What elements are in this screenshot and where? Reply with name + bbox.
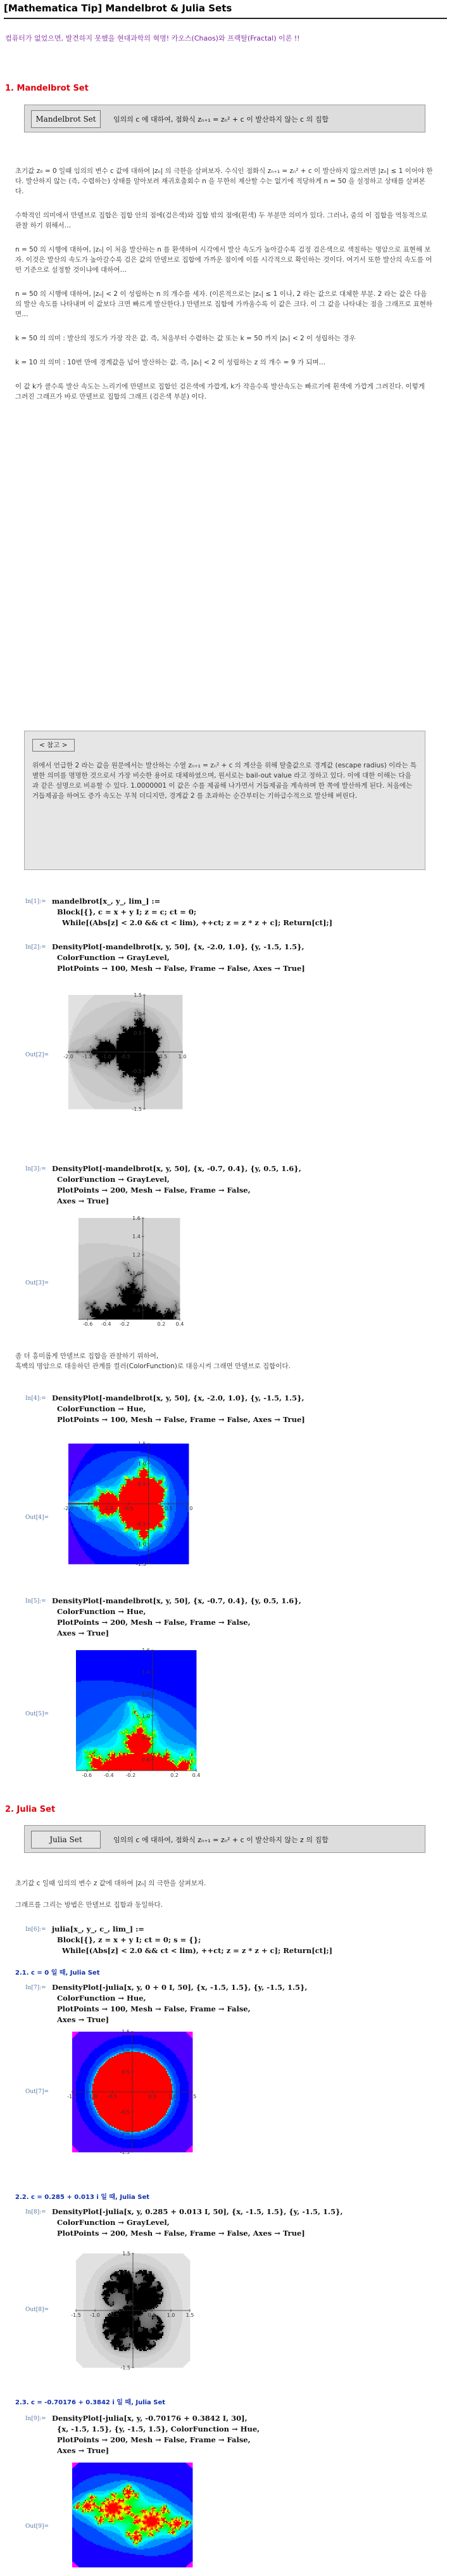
y-tick-label: 1.5: [122, 2251, 130, 2257]
y-tick-label: -0.5: [132, 1068, 142, 1074]
x-tick-label: 1.5: [186, 2312, 194, 2318]
y-tick-label: -1.0: [132, 1087, 142, 1093]
code-input-plot1[interactable]: DensityPlot[-mandelbrot[x, y, 50], {x, -2.0, 1.0}, {y, -1.5, 1.5}, ColorFunction → GrayLevel, PlotPoints → 100, Mesh → False, Frame → False, Axes → True]: [52, 942, 305, 974]
x-tick-label: 0.5: [165, 1506, 173, 1511]
input-label: In[8]:=: [25, 2209, 46, 2215]
code-input-julia-plot2[interactable]: DensityPlot[-julia[x, y, 0.285 + 0.013 I, 50], {x, -1.5, 1.5}, {y, -1.5, 1.5}, ColorFunction → GrayLevel, PlotPoints → 200, Mesh → False, Frame → False, Axes → True]: [52, 2207, 342, 2239]
input-label: In[7]:=: [25, 1985, 46, 1991]
page-title: [Mathematica Tip] Mandelbrot & Julia Sets: [4, 3, 447, 19]
paragraph: 그래프를 그리는 방법은 만델브로 집합과 동일하다.: [15, 1900, 433, 1910]
x-tick-label: -0.2: [126, 1772, 136, 1778]
output-label: Out[9]=: [25, 2523, 49, 2530]
x-tick-label: 0.2: [170, 1772, 179, 1778]
x-tick-label: -0.4: [101, 1321, 111, 1327]
code-input-julia-plot1[interactable]: DensityPlot[-julia[x, y, 0 + 0 I, 50], {x, -1.5, 1.5}, {y, -1.5, 1.5}, ColorFunction → Hue, PlotPoints → 100, Mesh → False, Frame → False, Axes → True]: [52, 1982, 307, 2025]
y-tick-label: -1.0: [136, 1541, 146, 1547]
code-input-plot4[interactable]: DensityPlot[-mandelbrot[x, y, 50], {x, -0.7, 0.4}, {y, 0.5, 1.6}, ColorFunction → Hue, PlotPoints → 200, Mesh → False, Frame → False, Axes → True]: [52, 1596, 301, 1639]
fractal-raster: [72, 2463, 192, 2567]
x-tick-label: -1.0: [90, 2312, 100, 2318]
paragraph: k = 10 의 의미 : 10번 만에 경계값을 넘어 발산하는 값. 즉, |zₖ| < 2 이 성립하는 z 의 개수 = 9 가 되며…: [15, 357, 433, 368]
paragraph: n = 50 의 시행에 대하여, |zₙ| < 2 이 성립하는 n 의 개수를 세자. (이론적으로는 |zₙ| ≤ 1 이나, 2 라는 값으로 대체한 부분. 2 라는 값은 다음의 발산 속도를 나타내며 이 값보다 크면 빠르게 발산한다.) 만델브로 집합에 가까울수록 이 값은 크다. 이 그 값을 나타내는 점을 그래프로 표현하면…: [15, 289, 433, 319]
x-tick-label: -1.5: [82, 1054, 92, 1060]
output-label: Out[2]=: [25, 1052, 49, 1058]
intro-text: 컴퓨터가 없었으면, 발견하지 못했을 현대과학의 혁명! 카오스(Chaos)와 프랙탈(Fractal) 이론 !!: [5, 33, 300, 43]
x-tick-label: -2.0: [63, 1054, 73, 1060]
x-tick-label: -1.5: [67, 2094, 77, 2099]
mandelbrot-explanation: [15, 166, 433, 408]
y-tick-label: -1.5: [120, 2150, 130, 2155]
subheading-julia-c2: 2.2. c = 0.285 + 0.013 i 일 때, Julia Set: [15, 2191, 149, 2201]
y-tick-label: 1.4: [142, 1670, 150, 1676]
julia-c2-gray-plot: [61, 2247, 194, 2380]
y-tick-label: 0.5: [122, 2289, 130, 2295]
paragraph: 좀 더 흥미롭게 만델브로 집합을 관찰하기 위하여,: [15, 1351, 433, 1361]
y-tick-label: -1.5: [132, 1106, 142, 1112]
x-tick-label: 1.0: [179, 1054, 187, 1060]
x-tick-label: 1.0: [167, 2312, 175, 2318]
fractal-raster: [76, 1650, 196, 1771]
x-tick-label: -1.0: [101, 1054, 111, 1060]
code-input-mandelbrot-def[interactable]: mandelbrot[x_, y_, lim_] := Block[{}, c = x + y I; z = c; ct = 0; While[(Abs[z] < 2.0 && ct < lim), ++ct; z = z * z + c]; Return[ct];]: [52, 896, 332, 928]
code-input-julia-def[interactable]: julia[x_, y_, c_, lim_] := Block[{}, z = x + y I; ct = 0; s = {}; While[(Abs[z] < 2.0 && ct < lim), ++ct; z = z * z + c]; Return[ct];]: [52, 1924, 332, 1956]
y-tick-label: -0.5: [136, 1522, 146, 1527]
input-label: In[3]:=: [25, 1166, 46, 1172]
x-tick-label: 1.5: [189, 2094, 197, 2099]
x-tick-label: -0.5: [108, 2094, 118, 2099]
input-label: In[9]:=: [25, 2416, 46, 2422]
x-tick-label: -0.6: [83, 1321, 93, 1327]
y-tick-label: 1.2: [142, 1691, 150, 1697]
y-tick-label: 1.0: [134, 1011, 142, 1017]
y-tick-label: 0.6: [142, 1757, 150, 1763]
x-tick-label: -1.5: [71, 2312, 81, 2318]
code-input-plot2[interactable]: DensityPlot[-mandelbrot[x, y, 50], {x, -0.7, 0.4}, {y, 0.5, 1.6}, ColorFunction → GrayLevel, PlotPoints → 200, Mesh → False, Frame → False, Axes → True]: [52, 1163, 301, 1207]
code-input-plot3[interactable]: DensityPlot[-mandelbrot[x, y, 50], {x, -2.0, 1.0}, {y, -1.5, 1.5}, ColorFunction → Hue, PlotPoints → 100, Mesh → False, Frame → False, Axes → True]: [52, 1393, 305, 1425]
y-tick-label: 1.6: [132, 1215, 141, 1221]
output-label: Out[4]=: [25, 1515, 49, 1521]
x-tick-label: -0.5: [120, 1054, 130, 1060]
paragraph: 흑백의 명암으로 대응하던 관계를 컬러(ColorFunction)로 대응시켜 그래면 만델브로 집합이다.: [15, 1361, 433, 1371]
x-tick-label: -1.0: [87, 2094, 97, 2099]
y-tick-label: -0.5: [120, 2110, 130, 2115]
y-tick-label: 0.5: [134, 1030, 142, 1036]
definition-text: 임의의 c 에 대하여, 점화식 zₙ₊₁ = zₙ² + c 이 발산하지 않는 z 의 집합: [113, 1835, 329, 1845]
mandelbrot-gray-plot: [53, 989, 186, 1122]
subheading-julia-c3: 2.3. c = -0.70176 + 0.3842 i 일 때, Julia Set: [15, 2397, 165, 2406]
definition-text: 임의의 c 에 대하여, 점화식 zₙ₊₁ = zₙ² + c 이 발산하지 않는 c 의 집합: [113, 114, 329, 124]
x-tick-label: -0.6: [82, 1772, 92, 1778]
y-tick-label: -1.0: [120, 2346, 130, 2352]
input-label: In[6]:=: [25, 1926, 46, 1933]
x-tick-label: 0.4: [192, 1772, 201, 1778]
paragraph: 이 값 k가 클수록 발산 속도는 느리기에 만델브로 집합인 검은색에 가깝게, k가 작을수록 발산속도는 빠르기에 흰색에 가깝게 그려진다. 이렇게 그려진 그래프가 바로 만델브로 집합의 그래프 (검은색 부분) 이다.: [15, 381, 433, 402]
y-tick-label: 0.5: [122, 2069, 130, 2075]
x-tick-label: -0.4: [104, 1772, 114, 1778]
x-tick-label: 1.0: [185, 1506, 193, 1511]
y-tick-label: 1.4: [132, 1234, 141, 1240]
y-tick-label: -1.5: [136, 1561, 146, 1567]
mandelbrot-hue-zoom-plot: [61, 1644, 200, 1783]
y-tick-label: 1.0: [122, 2270, 130, 2276]
y-tick-label: 0.8: [142, 1735, 150, 1741]
x-tick-label: 0.5: [160, 1054, 168, 1060]
paragraph: 수학적인 의미에서 만델브로 집합은 집합 안의 점에(검은색)와 집합 밖의 점에(흰색) 두 부분만 의미가 있다. 그러나, 줌의 이 집합을 역동적으로 관찰 하기 위해서…: [15, 210, 433, 231]
fractal-raster: [78, 1218, 180, 1319]
mandelbrot-definition-box: [24, 105, 425, 132]
input-label: In[4]:=: [25, 1395, 46, 1402]
paragraph: 초기값 c 일때 임의의 변수 z 값에 대하여 |zₙ| 의 극한을 살펴보자.: [15, 1878, 433, 1888]
output-label: Out[8]=: [25, 2307, 49, 2313]
note-heading: < 참고 >: [32, 739, 75, 752]
y-tick-label: 1.6: [142, 1648, 150, 1653]
x-tick-label: -0.5: [123, 1506, 134, 1511]
x-tick-label: -1.0: [104, 1506, 114, 1511]
julia-c3-hue-plot: [57, 2459, 196, 2573]
y-tick-label: 1.0: [142, 1714, 150, 1719]
x-tick-label: -0.2: [120, 1321, 130, 1327]
y-tick-label: -0.5: [120, 2327, 130, 2333]
section-heading-mandelbrot: 1. Mandelbrot Set: [5, 84, 89, 93]
y-tick-label: 1.0: [132, 1271, 141, 1276]
definition-tag: Mandelbrot Set: [31, 110, 101, 128]
definition-tag: Julia Set: [31, 1831, 101, 1849]
mandelbrot-gray-zoom-plot: [61, 1212, 181, 1332]
y-tick-label: 0.5: [138, 1481, 146, 1487]
julia-intro-text: [15, 1878, 433, 1916]
paragraph: 초기값 z₀ = 0 일때 임의의 변수 c 값에 대하여 |zₙ| 의 극한을 살펴보자. 수식인 점화식 zₙ₊₁ = zₙ² + c 이 발산하지 않으려면 |zₙ| ≤ 1 이어야 한다. 발산하지 않는 (즉, 수렴하는) 상태를 알아보려 재귀호출회수 n 을 무한히 제산할 수는 없기에 적당하게 n = 50 을 설정하고 상태를 살펴본다.: [15, 166, 433, 196]
paragraph: k = 50 의 의미 : 발산의 정도가 가장 작은 값. 즉, 처음부터 수렴하는 값 또는 k = 50 까지 |zₖ| < 2 이 성립하는 경우: [15, 333, 433, 343]
y-tick-label: 1.5: [138, 1441, 146, 1447]
y-tick-label: 0.6: [132, 1307, 141, 1313]
code-input-julia-plot3[interactable]: DensityPlot[-julia[x, y, -0.70176 + 0.3842 I, 30], {x, -1.5, 1.5}, {y, -1.5, 1.5}, ColorFunction → Hue, PlotPoints → 200, Mesh → False, Frame → False, Axes → True]: [52, 2413, 260, 2456]
y-tick-label: -1.0: [120, 2129, 130, 2135]
output-label: Out[7]=: [25, 2089, 49, 2095]
paragraph: n = 50 의 시행에 대하여, |zₙ| 이 처음 발산하는 n 를 환색하여 시각에서 발산 속도가 높아갈수록 검정 검은색으로 색칠하는 명암으로 표현해 보자. 이것은 발산의 속도가 높아갈수록 검은 값의 만델브로 집합에 가까운 점이에 이를 시각적으로 확인하는 것이다. 여기서 또한 발산의 속도를 어떤 기준으로 설정할 것이냐에 대하여…: [15, 245, 433, 275]
note-text: 위에서 언급한 2 라는 값을 원문에서는 발산하는 수열 zₙ₊₁ = zₙ² + c 의 계산을 위해 탈출값으로 경계값 (escape radius) 이라는 특별한 의미를 명명한 것으로서 가장 비슷한 용어로 대체하였으며, 원서로는 bail-out value 라고 정하고 있다. 이에 대한 이해는 다음과 같은 설명으로 비유할 수 있다. 1.0000001 이 값은 수를 제곱해 나가면서 거듭제곱을 계속하며 한 쪽에 발산하게 된다. 처음에는 거듭제곱을 하여도 증가 속도는 무척 더디지만, 경계값 2 를 초과하는 순간부터는 기하급수적으로 발산해 버린다.: [32, 760, 417, 801]
y-tick-label: 1.5: [122, 2029, 130, 2035]
y-tick-label: 1.5: [134, 992, 142, 998]
x-tick-label: 0.2: [158, 1321, 166, 1327]
x-tick-label: 0.5: [148, 2094, 156, 2099]
input-label: In[1]:=: [25, 899, 46, 905]
output-label: Out[3]=: [25, 1280, 49, 1286]
y-tick-label: -1.5: [120, 2365, 130, 2371]
section-heading-julia: 2. Julia Set: [5, 1805, 55, 1814]
input-label: In[5]:=: [25, 1598, 46, 1605]
y-tick-label: 0.8: [132, 1289, 141, 1295]
julia-c0-hue-plot: [57, 2025, 196, 2165]
x-tick-label: 0.4: [176, 1321, 184, 1327]
subheading-julia-c0: 2.1. c = 0 일 때, Julia Set: [15, 1967, 99, 1977]
output-label: Out[5]=: [25, 1711, 49, 1717]
x-tick-label: 0.5: [148, 2312, 156, 2318]
x-tick-label: -0.5: [109, 2312, 119, 2318]
julia-definition-box: [24, 1825, 425, 1853]
y-tick-label: 1.2: [132, 1252, 141, 1258]
mandelbrot-hue-plot: [53, 1437, 192, 1577]
color-intro-text: [15, 1351, 433, 1371]
y-tick-label: 1.0: [138, 1461, 146, 1467]
x-tick-label: 1.0: [168, 2094, 177, 2099]
input-label: In[2]:=: [25, 944, 46, 951]
note-box: [24, 731, 425, 870]
x-tick-label: -2.0: [63, 1506, 73, 1511]
x-tick-label: -1.5: [84, 1506, 94, 1511]
y-tick-label: 1.0: [122, 2049, 130, 2055]
